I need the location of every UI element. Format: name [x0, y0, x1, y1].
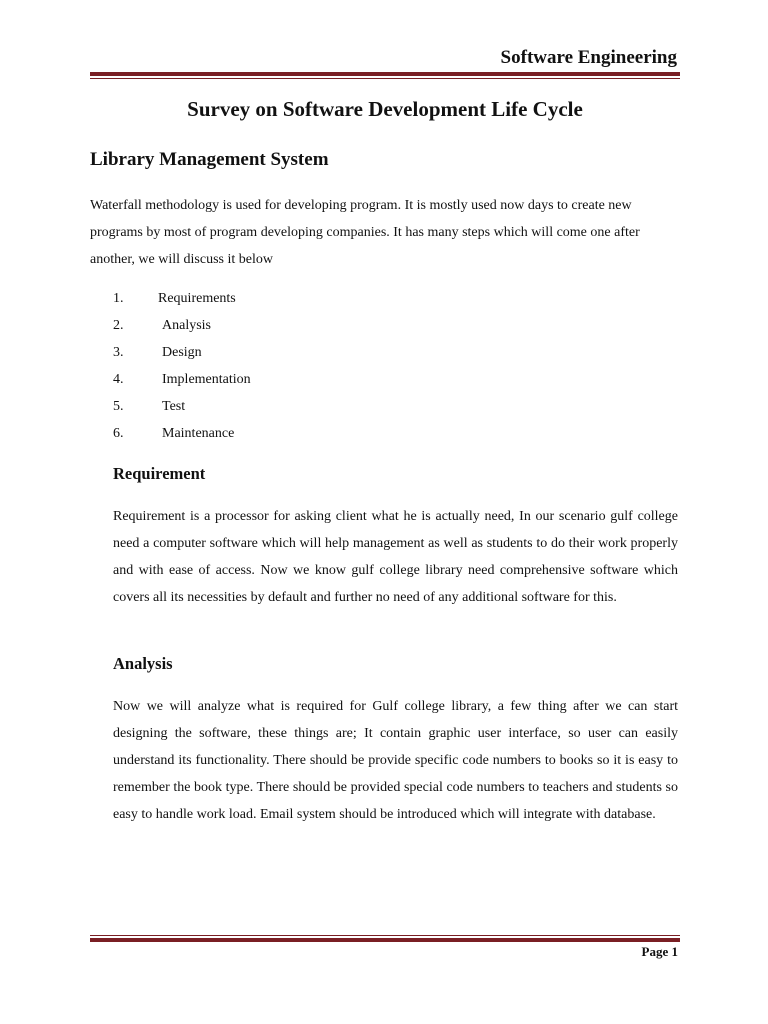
step-number: 6. — [113, 426, 124, 441]
list-item — [113, 312, 251, 339]
list-item — [113, 420, 251, 447]
step-label: Design — [162, 345, 202, 360]
footer-rule-thin — [90, 935, 680, 936]
requirement-paragraph: Requirement is a processor for asking client what he is actually need, In our scenario gulf college need a computer software which will help management as well as students to do their work properly and with ease of access. Now we know gulf college library need comprehensive software which covers all its necessities by default and further no need of any additional software for this. — [113, 509, 678, 605]
step-label: Analysis — [162, 318, 211, 333]
step-label: Requirements — [158, 291, 236, 306]
steps-list — [113, 285, 251, 447]
step-label: Implementation — [162, 372, 251, 387]
step-number: 5. — [113, 399, 124, 414]
document-title: Survey on Software Development Life Cycle — [187, 97, 583, 121]
step-label: Maintenance — [162, 426, 235, 441]
header-title: Software Engineering — [500, 47, 677, 68]
list-item — [113, 285, 251, 312]
requirement-heading: Requirement — [113, 464, 206, 483]
analysis-heading: Analysis — [113, 654, 173, 673]
header-rule-thick — [90, 72, 680, 76]
step-number: 3. — [113, 345, 124, 360]
step-number: 4. — [113, 372, 124, 387]
step-number: 1. — [113, 291, 124, 306]
page-number: Page 1 — [641, 944, 678, 959]
footer-rule-thick — [90, 938, 680, 942]
list-item — [113, 366, 251, 393]
analysis-paragraph: Now we will analyze what is required for Gulf college library, a few thing after we can start designing the software, these things are; It contain graphic user interface, so user can easily understand its functionality. There should be provide specific code numbers to books so it is easy to remember the book type. There should be provided special code numbers to teachers and students so easy to handle work load. Email system should be introduced which will integrate with database. — [113, 699, 678, 822]
step-number: 2. — [113, 318, 124, 333]
step-label: Test — [162, 399, 186, 414]
intro-paragraph: Waterfall methodology is used for developing program. It is mostly used now days to create new programs by most of program developing companies. It has many steps which will come one after another, we will discuss it below — [90, 198, 640, 267]
header-rule-thin — [90, 78, 680, 79]
section-title: Library Management System — [90, 149, 329, 170]
list-item — [113, 339, 251, 366]
list-item — [113, 393, 251, 420]
